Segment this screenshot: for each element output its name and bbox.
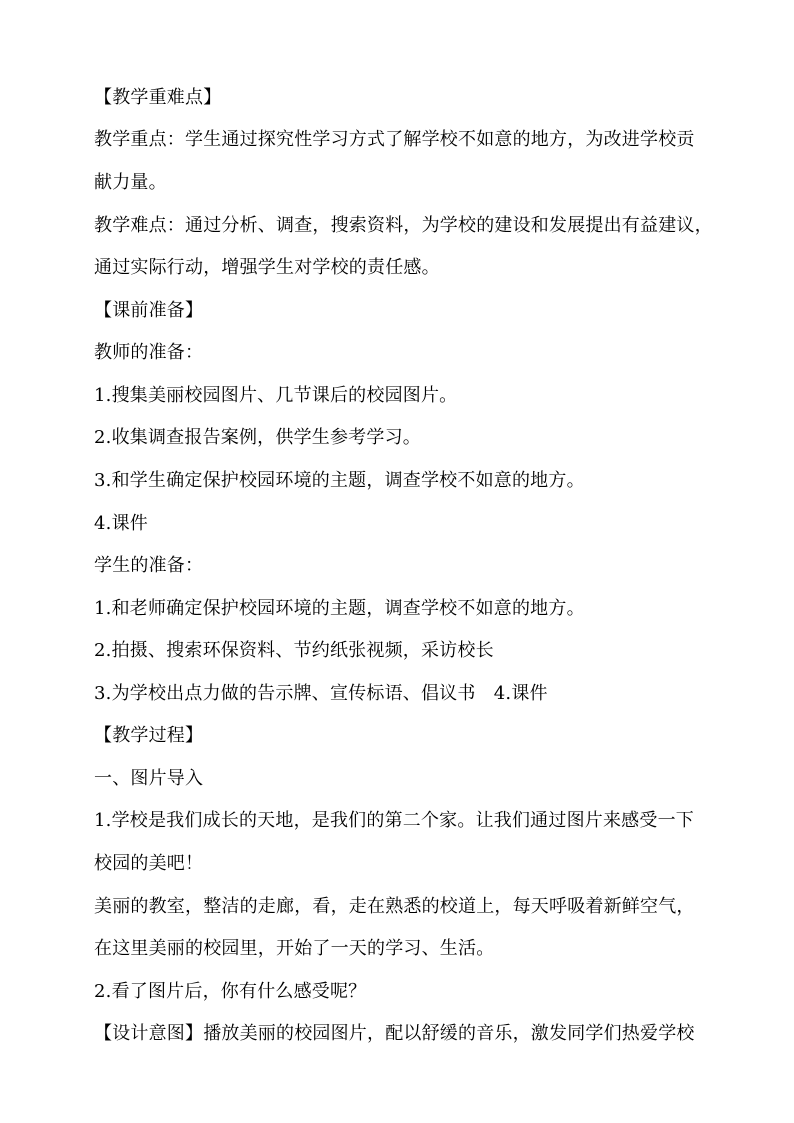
list-item: 3.和学生确定保护校园环境的主题，调查学校不如意的地方。 <box>94 470 585 491</box>
list-item: 2.收集调查报告案例，供学生参考学习。 <box>94 427 421 448</box>
list-item: 3.为学校出点力做的告示牌、宣传标语、倡议书 4.课件 <box>94 683 548 704</box>
subheading-student-preparation: 学生的准备： <box>94 555 204 576</box>
paragraph-line: 通过实际行动，增强学生对学校的责任感。 <box>94 257 440 278</box>
list-item: 1.和老师确定保护校园环境的主题，调查学校不如意的地方。 <box>94 598 585 619</box>
paragraph-line: 献力量。 <box>94 172 167 193</box>
paragraph-line: 【设计意图】播放美丽的校园图片，配以舒缓的音乐，激发同学们热爱学校 <box>94 1023 695 1044</box>
section-heading-teaching-process: 【教学过程】 <box>94 725 204 746</box>
paragraph-line: 在这里美丽的校园里，开始了一天的学习、生活。 <box>94 938 495 959</box>
paragraph-line: 教学重点：学生通过探究性学习方式了解学校不如意的地方，为改进学校贡 <box>94 129 695 150</box>
list-item: 4.课件 <box>94 513 148 534</box>
paragraph-line: 1.学校是我们成长的天地，是我们的第二个家。让我们通过图片来感受一下 <box>94 810 694 831</box>
list-item: 2.拍摄、搜索环保资料、节约纸张视频，采访校长 <box>94 640 494 661</box>
paragraph-line: 校园的美吧！ <box>94 853 204 874</box>
list-item: 1.搜集美丽校园图片、几节课后的校园图片。 <box>94 385 458 406</box>
section-heading-preparation: 【课前准备】 <box>94 300 204 321</box>
section-heading-teaching-focus: 【教学重难点】 <box>94 87 222 108</box>
paragraph-line: 2.看了图片后，你有什么感受呢？ <box>94 981 367 1002</box>
subheading-picture-intro: 一、图片导入 <box>94 768 204 789</box>
paragraph-line: 教学难点：通过分析、调查，搜索资料，为学校的建设和发展提出有益建议， <box>94 215 713 236</box>
subheading-teacher-preparation: 教师的准备： <box>94 342 204 363</box>
paragraph-line: 美丽的教室，整洁的走廊，看，走在熟悉的校道上，每天呼吸着新鲜空气， <box>94 896 695 917</box>
